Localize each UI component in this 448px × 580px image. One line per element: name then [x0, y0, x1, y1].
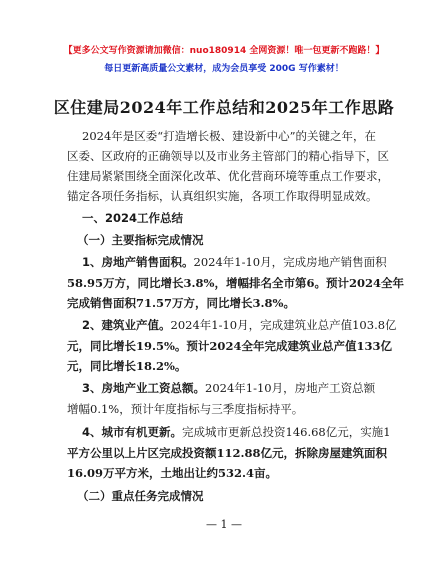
intro-line-4: 锚定各项任务指标，认真组织实施，各项工作取得明显成效。 [67, 189, 378, 203]
item-1-line-1 [82, 255, 412, 269]
item-2-line-3: 元，同比增长18.2%。 [67, 359, 187, 373]
promo-banner-line-1: 【更多公文写作资源请加微信：nuo180914 全网资源！唯一包更新不跑路！】 [63, 46, 385, 56]
item-2-text: 2024年1-10月，完成建筑业总产值103.8亿 [170, 318, 397, 332]
intro-line-2: 区委、区政府的正确领导以及市业务主管部门的精心指导下，区 [67, 149, 389, 163]
item-4-line-1 [82, 425, 412, 439]
page-number: — 1 — [206, 518, 242, 531]
item-2-line-1 [82, 318, 412, 332]
subsection-heading-1: （一）主要指标完成情况 [77, 233, 204, 247]
subsection-heading-2: （二）重点任务完成情况 [77, 489, 204, 503]
item-1-text: 2024年1-10月，完成房地产销售面积 [193, 255, 387, 269]
document-title: 区住建局2024年工作总结和2025年工作思路 [53, 98, 395, 117]
item-4-line-2: 平方公里以上片区完成投资额112.88亿元，拆除房屋建筑面积 [67, 446, 388, 460]
intro-line-3: 住建局紧紧围绕全面深化改革、优化营商环境等重点工作要求， [67, 169, 389, 183]
item-2-heading: 2、建筑业产值。 [82, 318, 171, 332]
item-3-heading: 3、房地产业工资总额。 [82, 381, 206, 395]
intro-line-1: 2024年是区委“打造增长极、建设新中心”的关键之年，在 [82, 129, 377, 143]
item-3-line-2: 增幅0.1%，预计年度指标与三季度指标持平。 [67, 402, 304, 416]
item-1-line-3: 完成销售面积71.57万方，同比增长3.8%。 [67, 296, 295, 310]
item-3-line-1 [82, 381, 412, 395]
item-2-line-2: 元，同比增长19.5%。预计2024全年完成建筑业总产值133亿 [67, 339, 392, 353]
item-1-heading: 1、房地产销售面积。 [82, 255, 194, 269]
promo-banner-line-2: 每日更新高质量公文素材，成为会员享受 200G 写作素材！ [104, 64, 344, 74]
item-3-text: 2024年1-10月，房地产工资总额 [205, 381, 376, 395]
section-heading-1: 一、2024工作总结 [82, 211, 184, 225]
item-4-line-3: 16.09万平方米，土地出让约532.4亩。 [67, 466, 278, 480]
item-1-line-2: 58.95万方，同比增长3.8%，增幅排名全市第6。预计2024全年 [67, 276, 404, 290]
item-4-heading: 4、城市有机更新。 [82, 425, 183, 439]
item-4-text: 完成城市更新总投资146.68亿元，实施1 [182, 425, 391, 439]
